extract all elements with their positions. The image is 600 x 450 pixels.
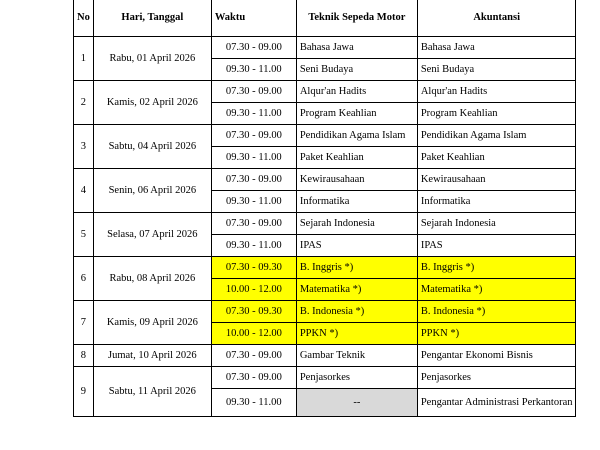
subject-akuntansi: Kewirausahaan <box>417 169 576 191</box>
session-time: 07.30 - 09.30 <box>211 257 296 279</box>
day-date: Rabu, 08 April 2026 <box>93 257 211 301</box>
header-time: Waktu <box>211 0 296 37</box>
subject-akuntansi: Pendidikan Agama Islam <box>417 125 576 147</box>
day-number: 9 <box>74 367 94 417</box>
subject-teknik-sepeda-motor: Penjasorkes <box>296 367 417 389</box>
subject-akuntansi: Paket Keahlian <box>417 147 576 169</box>
subject-teknik-sepeda-motor: PPKN *) <box>296 323 417 345</box>
subject-teknik-sepeda-motor: Gambar Teknik <box>296 345 417 367</box>
header-teknik-sepeda-motor: Teknik Sepeda Motor <box>296 0 417 37</box>
session-time: 07.30 - 09.00 <box>211 37 296 59</box>
subject-akuntansi: Penjasorkes <box>417 367 576 389</box>
subject-akuntansi: B. Inggris *) <box>417 257 576 279</box>
subject-teknik-sepeda-motor: Paket Keahlian <box>296 147 417 169</box>
subject-teknik-sepeda-motor: Kewirausahaan <box>296 169 417 191</box>
subject-akuntansi: B. Indonesia *) <box>417 301 576 323</box>
day-date: Sabtu, 11 April 2026 <box>93 367 211 417</box>
subject-teknik-sepeda-motor: Program Keahlian <box>296 103 417 125</box>
header-akuntansi: Akuntansi <box>417 0 576 37</box>
day-number: 8 <box>74 345 94 367</box>
day-date: Selasa, 07 April 2026 <box>93 213 211 257</box>
exam-schedule-table <box>73 0 576 417</box>
session-time: 07.30 - 09.00 <box>211 213 296 235</box>
day-number: 4 <box>74 169 94 213</box>
table-row <box>74 257 576 279</box>
table-row <box>74 345 576 367</box>
session-time: 09.30 - 11.00 <box>211 147 296 169</box>
session-time: 09.30 - 11.00 <box>211 59 296 81</box>
table-row <box>74 367 576 389</box>
subject-akuntansi: Seni Budaya <box>417 59 576 81</box>
subject-akuntansi: Pengantar Administrasi Perkantoran <box>417 389 576 417</box>
day-number: 3 <box>74 125 94 169</box>
table-row <box>74 81 576 103</box>
subject-teknik-sepeda-motor: B. Indonesia *) <box>296 301 417 323</box>
subject-teknik-sepeda-motor: IPAS <box>296 235 417 257</box>
day-date: Kamis, 02 April 2026 <box>93 81 211 125</box>
subject-akuntansi: Alqur'an Hadits <box>417 81 576 103</box>
session-time: 10.00 - 12.00 <box>211 323 296 345</box>
table-row <box>74 125 576 147</box>
subject-akuntansi: Program Keahlian <box>417 103 576 125</box>
day-date: Kamis, 09 April 2026 <box>93 301 211 345</box>
session-time: 09.30 - 11.00 <box>211 103 296 125</box>
subject-akuntansi: Pengantar Ekonomi Bisnis <box>417 345 576 367</box>
day-date: Sabtu, 04 April 2026 <box>93 125 211 169</box>
table-row <box>74 301 576 323</box>
session-time: 07.30 - 09.00 <box>211 345 296 367</box>
header-no: No <box>74 0 94 37</box>
subject-teknik-sepeda-motor: B. Inggris *) <box>296 257 417 279</box>
subject-akuntansi: IPAS <box>417 235 576 257</box>
subject-teknik-sepeda-motor: Informatika <box>296 191 417 213</box>
subject-teknik-sepeda-motor: Alqur'an Hadits <box>296 81 417 103</box>
subject-akuntansi: PPKN *) <box>417 323 576 345</box>
subject-teknik-sepeda-motor: Pendidikan Agama Islam <box>296 125 417 147</box>
day-date: Senin, 06 April 2026 <box>93 169 211 213</box>
table-row <box>74 169 576 191</box>
day-number: 2 <box>74 81 94 125</box>
day-number: 1 <box>74 37 94 81</box>
session-time: 10.00 - 12.00 <box>211 279 296 301</box>
subject-akuntansi: Bahasa Jawa <box>417 37 576 59</box>
subject-teknik-sepeda-motor: Bahasa Jawa <box>296 37 417 59</box>
subject-teknik-sepeda-motor: -- <box>296 389 417 417</box>
subject-teknik-sepeda-motor: Seni Budaya <box>296 59 417 81</box>
session-time: 09.30 - 11.00 <box>211 191 296 213</box>
day-number: 5 <box>74 213 94 257</box>
session-time: 07.30 - 09.00 <box>211 81 296 103</box>
subject-akuntansi: Matematika *) <box>417 279 576 301</box>
subject-teknik-sepeda-motor: Matematika *) <box>296 279 417 301</box>
subject-teknik-sepeda-motor: Sejarah Indonesia <box>296 213 417 235</box>
subject-akuntansi: Sejarah Indonesia <box>417 213 576 235</box>
session-time: 07.30 - 09.00 <box>211 125 296 147</box>
subject-akuntansi: Informatika <box>417 191 576 213</box>
session-time: 07.30 - 09.00 <box>211 367 296 389</box>
table-row <box>74 37 576 59</box>
header-row <box>74 0 576 37</box>
day-date: Rabu, 01 April 2026 <box>93 37 211 81</box>
session-time: 09.30 - 11.00 <box>211 235 296 257</box>
session-time: 07.30 - 09.00 <box>211 169 296 191</box>
day-date: Jumat, 10 April 2026 <box>93 345 211 367</box>
schedule-body <box>74 37 576 417</box>
header-date: Hari, Tanggal <box>93 0 211 37</box>
day-number: 6 <box>74 257 94 301</box>
day-number: 7 <box>74 301 94 345</box>
session-time: 07.30 - 09.30 <box>211 301 296 323</box>
table-row <box>74 213 576 235</box>
session-time: 09.30 - 11.00 <box>211 389 296 417</box>
